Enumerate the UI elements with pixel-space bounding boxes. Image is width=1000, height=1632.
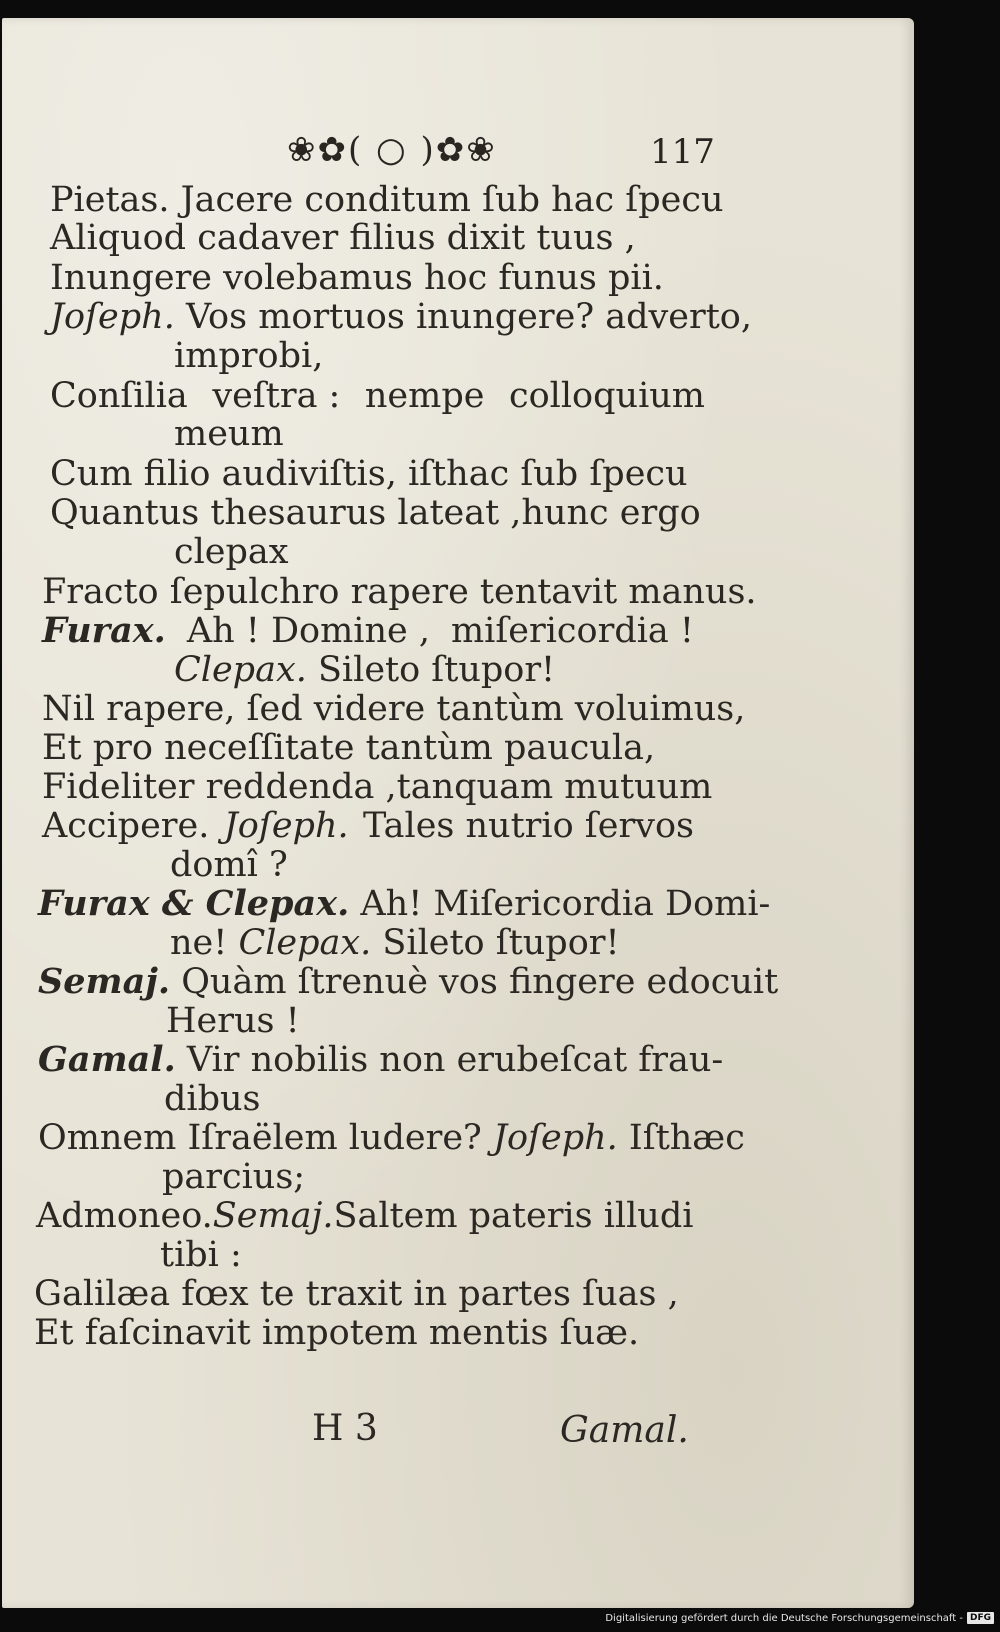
- text-line: [160, 1235, 242, 1275]
- verse-text: Saltem pateris illudi: [333, 1196, 694, 1236]
- text-line: [164, 1079, 261, 1119]
- text-line: [170, 923, 620, 963]
- text-line: [38, 962, 778, 1002]
- text-line: [36, 1196, 694, 1236]
- verse-text: Quantus thesaurus lateat ,: [50, 493, 522, 533]
- text-line: [50, 180, 724, 220]
- verse-text: dibus: [164, 1079, 261, 1119]
- verse-text: ne!: [170, 923, 239, 963]
- verse-text: domî ?: [170, 845, 288, 885]
- speaker-name: Semaj.: [38, 961, 171, 1002]
- text-line: [50, 493, 701, 533]
- verse-text: Vos mortuos inungere? adverto,: [174, 297, 752, 337]
- text-line: [166, 1001, 300, 1041]
- verse-text: veſtra :: [212, 376, 341, 416]
- verse-text: meum: [174, 414, 284, 454]
- text-line: [42, 689, 745, 729]
- verse-text: Accipere.: [42, 806, 210, 846]
- verse-text: Fideliter reddenda ,: [42, 767, 397, 807]
- page-number: 117: [650, 132, 715, 172]
- verse-text: Herus !: [166, 1001, 300, 1041]
- text-line: [50, 218, 636, 258]
- verse-text: Aliquod cadaver filius dixit tuus ,: [50, 218, 636, 258]
- text-line: [50, 258, 664, 298]
- text-line: [174, 532, 289, 572]
- verse-text: Jacere conditum ſub hac ſpecu: [169, 180, 724, 220]
- verse-text: Conſilia: [50, 376, 188, 416]
- text-line: [42, 611, 694, 651]
- text-line: [174, 414, 284, 454]
- speaker-name-italic: Clepax.: [238, 923, 372, 963]
- speaker-name: Furax & Clepax.: [38, 883, 350, 924]
- speaker-name: Gamal.: [38, 1039, 176, 1080]
- verse-text: Et pro neceſſitate tantùm paucula,: [42, 728, 656, 768]
- verse-text: Iſthæc: [617, 1118, 745, 1158]
- speaker-name-italic: Joſeph.: [492, 1118, 618, 1158]
- verse-text: Ah! Miſericordia Domi-: [349, 884, 771, 924]
- text-line: [162, 1157, 305, 1197]
- credit-text: Digitalisierung gefördert durch die Deutsche Forschungsgemeinschaft -: [605, 1612, 963, 1624]
- digitization-credit: [605, 1612, 994, 1624]
- verse-text: Vir nobilis non erubeſcat frau-: [175, 1040, 724, 1080]
- signature-mark: H 3: [312, 1408, 378, 1449]
- text-line: [42, 806, 694, 846]
- header-ornament: ❀✿( ○ )✿❀: [287, 130, 497, 170]
- text-line: [38, 884, 770, 924]
- speaker-name: Furax.: [42, 610, 166, 651]
- text-line: [42, 728, 655, 768]
- text-line: [174, 650, 555, 690]
- verse-text: Quàm ſtrenuè vos fingere edocuit: [170, 962, 779, 1002]
- verse-text: Inungere volebamus hoc funus pii.: [50, 258, 664, 298]
- speaker-name-italic: Joſeph.: [223, 806, 349, 846]
- verse-text: Galilæa fœx te traxit in partes ſuas ,: [34, 1274, 679, 1314]
- verse-text: miſericordia !: [450, 611, 694, 651]
- verse-text: Sileto ſtupor!: [306, 650, 556, 690]
- verse-text: tanquam mutuum: [396, 767, 713, 807]
- text-line: [38, 1118, 745, 1158]
- text-line: [50, 297, 752, 337]
- verse-text: Tales nutrio ſervos: [363, 806, 694, 846]
- verse-text: Omnem Iſraëlem ludere?: [38, 1118, 493, 1158]
- speaker-name-italic: Clepax.: [174, 650, 307, 690]
- text-line: [42, 572, 757, 612]
- verse-text: nempe: [364, 376, 485, 416]
- verse-text: improbi,: [174, 336, 324, 376]
- text-line: [34, 1313, 639, 1353]
- verse-text: clepax: [174, 532, 289, 572]
- text-line: [50, 454, 688, 494]
- catchword: Gamal.: [560, 1410, 689, 1451]
- text-line: [38, 1040, 723, 1080]
- verse-text: Et faſcinavit impotem mentis ſuæ.: [34, 1313, 640, 1353]
- verse-text: Pietas.: [50, 180, 170, 220]
- text-line: [170, 845, 288, 885]
- dfg-logo: DFG: [967, 1612, 994, 1624]
- speaker-name-italic: Semaj.: [212, 1196, 334, 1236]
- page-header: [2, 118, 914, 178]
- verse-text: Nil rapere, ſed videre tantùm voluimus,: [42, 689, 746, 729]
- verse-text: colloquium: [508, 376, 705, 416]
- text-line: [50, 376, 705, 416]
- text-line: [34, 1274, 679, 1314]
- verse-text: tibi :: [160, 1235, 242, 1275]
- text-line: [174, 336, 323, 376]
- verse-text: hunc ergo: [521, 493, 701, 533]
- verse-text: Fracto ſepulchro rapere tentavit manus.: [42, 572, 757, 612]
- verse-text: Ah ! Domine ,: [186, 611, 430, 651]
- book-page: [2, 18, 914, 1608]
- verse-text: Admoneo.: [36, 1196, 213, 1236]
- speaker-name-italic: Joſeph.: [50, 297, 175, 337]
- verse-text: Sileto ſtupor!: [371, 923, 620, 963]
- verse-text: Cum filio audiviſtis, iſthac ſub ſpecu: [50, 454, 688, 494]
- verse-text: parcius;: [162, 1157, 306, 1197]
- text-line: [42, 767, 713, 807]
